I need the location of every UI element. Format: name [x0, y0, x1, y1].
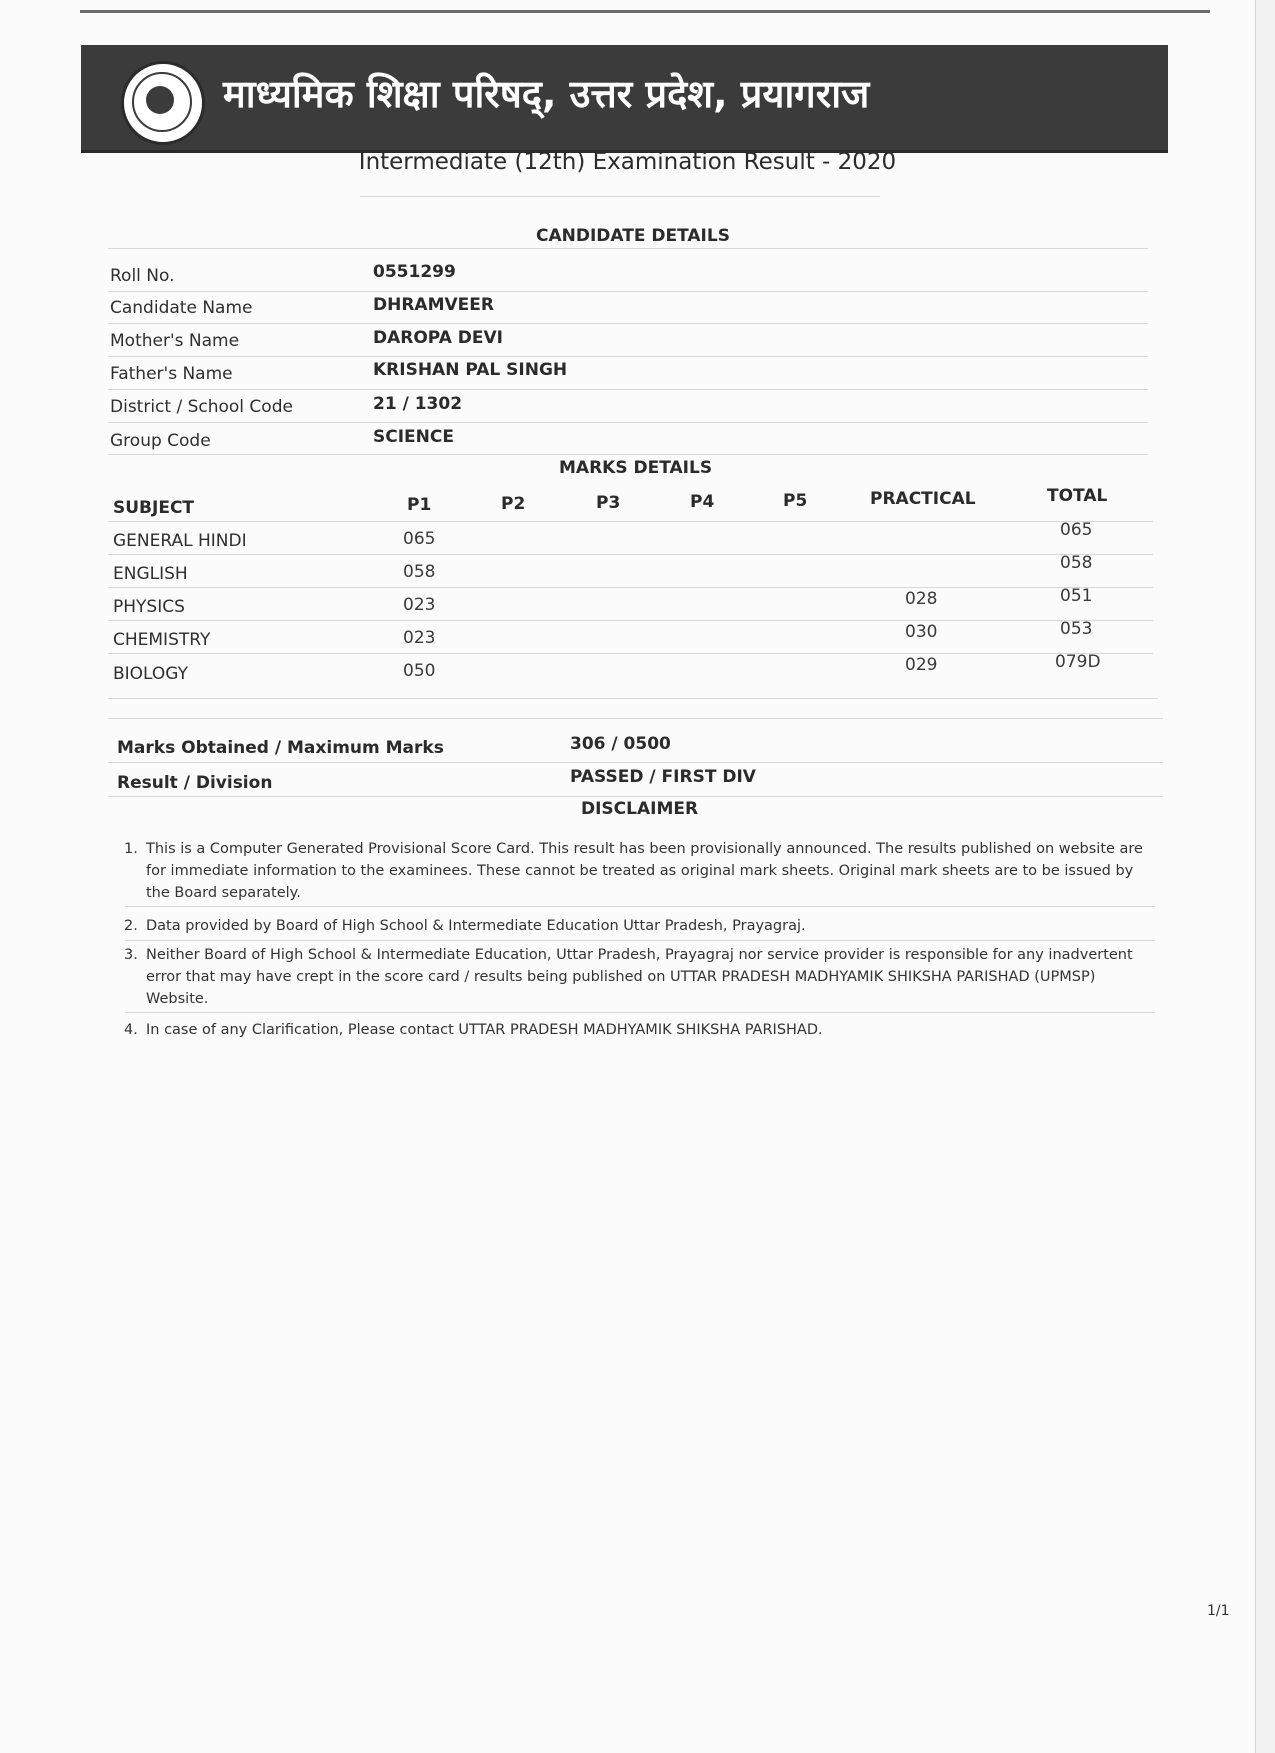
total-mark: 053 [1060, 619, 1093, 639]
header-p5: P5 [783, 491, 808, 511]
p1-mark: 050 [403, 661, 436, 681]
marks-details-title: MARKS DETAILS [559, 458, 713, 478]
father-name-value: KRISHAN PAL SINGH [373, 360, 568, 380]
group-code-value: SCIENCE [373, 427, 454, 447]
district-school-code-value: 21 / 1302 [373, 394, 463, 414]
p1-mark: 065 [403, 529, 436, 549]
total-mark: 051 [1060, 586, 1093, 606]
practical-mark: 028 [905, 589, 938, 609]
header-subject: SUBJECT [113, 498, 195, 518]
disclaimer-item: 1. This is a Computer Generated Provisional Score Card. This result has been provisionally announced. The results published on website are for immediate information to the examinees. These cannot be treated as original mark sheets. Original mark sheets are to be issued by the Board separately. [146, 838, 1156, 904]
father-name-label: Father's Name [110, 364, 233, 384]
top-divider [80, 10, 1210, 13]
disclaimer-title: DISCLAIMER [581, 799, 699, 819]
result-division-value: PASSED / FIRST DIV [570, 767, 756, 787]
subject-name: ENGLISH [113, 564, 188, 584]
board-name: माध्यमिक शिक्षा परिषद्, उत्तर प्रदेश, प्रयागराज [223, 72, 870, 116]
subject-name: PHYSICS [113, 597, 185, 617]
disclaimer-item: 2. Data provided by Board of High School & Intermediate Education Uttar Pradesh, Prayagraj. [146, 915, 1156, 937]
candidate-name-label: Candidate Name [110, 298, 253, 318]
district-school-code-label: District / School Code [110, 397, 293, 417]
exam-title: Intermediate (12th) Examination Result - 2020 [358, 149, 897, 175]
header-practical: PRACTICAL [870, 489, 976, 509]
total-mark: 065 [1060, 520, 1093, 540]
mother-name-value: DAROPA DEVI [373, 328, 503, 348]
marks-obtained-value: 306 / 0500 [570, 734, 671, 754]
mother-name-label: Mother's Name [110, 331, 240, 351]
group-code-label: Group Code [110, 431, 211, 451]
disclaimer-item: 3. Neither Board of High School & Intermediate Education, Uttar Pradesh, Prayagraj nor service provider is responsible for any inadvertent error that may have crept in the score card / results being published on UTTAR PRADESH MADHYAMIK SHIKSHA PARISHAD (UPMSP) Website. [146, 944, 1156, 1010]
subject-name: GENERAL HINDI [113, 531, 247, 551]
subject-name: CHEMISTRY [113, 630, 211, 650]
total-mark: 058 [1060, 553, 1093, 573]
candidate-details-title: CANDIDATE DETAILS [536, 226, 730, 246]
p1-mark: 023 [403, 628, 436, 648]
header-total: TOTAL [1047, 486, 1108, 506]
subject-name: BIOLOGY [113, 664, 189, 684]
practical-mark: 029 [905, 655, 938, 675]
practical-mark: 030 [905, 622, 938, 642]
header-p3: P3 [596, 493, 621, 513]
marks-obtained-label: Marks Obtained / Maximum Marks [117, 738, 444, 758]
disclaimer-number: 1. [124, 841, 138, 857]
disclaimer-item: 4. In case of any Clarification, Please contact UTTAR PRADESH MADHYAMIK SHIKSHA PARISHAD. [146, 1019, 1156, 1041]
board-banner [81, 45, 1168, 153]
p1-mark: 023 [403, 595, 436, 615]
disclaimer-number: 4. [124, 1022, 138, 1038]
page-number: 1/1 [1207, 1603, 1230, 1619]
roll-no-value: 0551299 [373, 262, 456, 282]
disclaimer-number: 2. [124, 918, 138, 934]
header-p1: P1 [407, 495, 432, 515]
disclaimer-number: 3. [124, 947, 138, 963]
board-emblem-icon [121, 61, 205, 145]
p1-mark: 058 [403, 562, 436, 582]
header-p4: P4 [690, 492, 715, 512]
result-division-label: Result / Division [117, 773, 273, 793]
roll-no-label: Roll No. [110, 266, 175, 286]
total-mark: 079D [1055, 652, 1101, 672]
header-p2: P2 [501, 494, 526, 514]
candidate-name-value: DHRAMVEER [373, 295, 494, 315]
